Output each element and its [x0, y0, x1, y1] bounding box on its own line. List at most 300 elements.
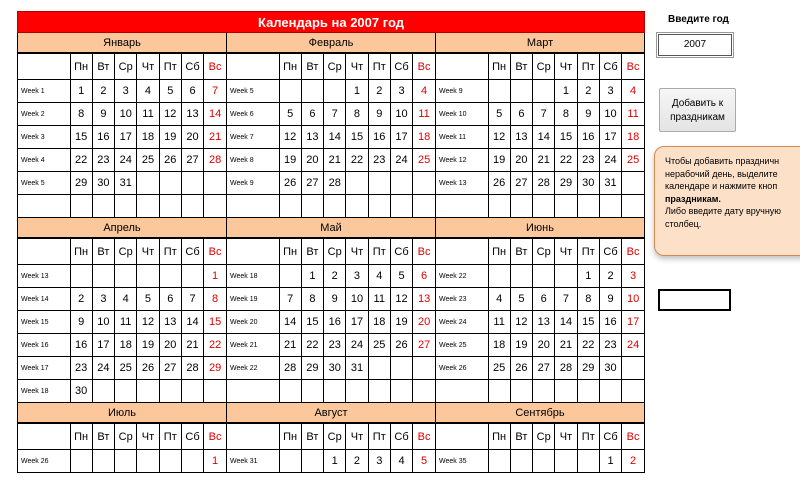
day-cell[interactable]: 24	[346, 334, 368, 357]
day-cell[interactable]: 10	[622, 288, 644, 311]
day-cell[interactable]	[279, 265, 301, 288]
day-cell[interactable]: 10	[115, 103, 137, 126]
day-cell[interactable]	[92, 450, 114, 473]
day-cell[interactable]: 4	[488, 288, 510, 311]
day-cell[interactable]: 21	[204, 126, 226, 149]
day-cell[interactable]: 5	[510, 288, 532, 311]
day-cell[interactable]: 28	[324, 172, 346, 195]
day-cell[interactable]	[159, 380, 181, 403]
day-cell[interactable]: 5	[390, 265, 412, 288]
day-cell[interactable]: 20	[510, 149, 532, 172]
day-cell[interactable]	[137, 172, 159, 195]
day-cell[interactable]: 3	[622, 265, 644, 288]
day-cell[interactable]: 16	[324, 311, 346, 334]
day-cell[interactable]	[279, 80, 301, 103]
day-cell[interactable]: 29	[555, 172, 577, 195]
day-cell[interactable]	[533, 195, 555, 218]
day-cell[interactable]: 10	[390, 103, 412, 126]
day-cell[interactable]	[488, 450, 510, 473]
day-cell[interactable]: 27	[181, 149, 203, 172]
day-cell[interactable]: 13	[533, 311, 555, 334]
day-cell[interactable]: 3	[599, 80, 621, 103]
day-cell[interactable]: 14	[204, 103, 226, 126]
day-cell[interactable]	[346, 172, 368, 195]
day-cell[interactable]	[137, 265, 159, 288]
day-cell[interactable]: 4	[413, 80, 435, 103]
day-cell[interactable]: 3	[346, 265, 368, 288]
day-cell[interactable]: 29	[301, 357, 323, 380]
day-cell[interactable]: 5	[413, 450, 435, 473]
day-cell[interactable]: 21	[279, 334, 301, 357]
day-cell[interactable]: 11	[368, 288, 390, 311]
day-cell[interactable]: 3	[92, 288, 114, 311]
day-cell[interactable]: 8	[346, 103, 368, 126]
day-cell[interactable]: 18	[137, 126, 159, 149]
day-cell[interactable]	[204, 172, 226, 195]
day-cell[interactable]: 27	[413, 334, 435, 357]
day-cell[interactable]: 24	[390, 149, 412, 172]
day-cell[interactable]	[622, 172, 644, 195]
month-block	[436, 218, 645, 403]
weekday-header: Пт	[368, 239, 390, 265]
day-cell[interactable]: 7	[324, 103, 346, 126]
day-cell[interactable]	[301, 195, 323, 218]
day-cell[interactable]: 2	[70, 288, 92, 311]
day-cell[interactable]: 18	[622, 126, 644, 149]
day-cell[interactable]	[533, 450, 555, 473]
day-cell[interactable]: 23	[577, 149, 599, 172]
day-cell[interactable]: 14	[181, 311, 203, 334]
day-cell[interactable]	[368, 195, 390, 218]
day-cell[interactable]: 23	[599, 334, 621, 357]
day-cell[interactable]: 31	[115, 172, 137, 195]
day-cell[interactable]: 22	[555, 149, 577, 172]
day-cell[interactable]: 12	[390, 288, 412, 311]
day-cell[interactable]: 14	[324, 126, 346, 149]
day-cell[interactable]: 25	[622, 149, 644, 172]
day-cell[interactable]: 10	[92, 311, 114, 334]
day-cell[interactable]	[70, 195, 92, 218]
day-cell[interactable]	[622, 195, 644, 218]
day-cell[interactable]: 29	[70, 172, 92, 195]
day-cell[interactable]: 20	[181, 126, 203, 149]
day-cell[interactable]: 19	[390, 311, 412, 334]
day-cell[interactable]: 16	[70, 334, 92, 357]
day-cell[interactable]: 30	[324, 357, 346, 380]
day-cell[interactable]: 12	[510, 311, 532, 334]
day-cell[interactable]: 30	[599, 357, 621, 380]
day-cell[interactable]	[181, 172, 203, 195]
day-cell[interactable]: 2	[599, 265, 621, 288]
day-cell[interactable]	[510, 265, 532, 288]
day-cell[interactable]: 6	[181, 80, 203, 103]
day-cell[interactable]: 17	[346, 311, 368, 334]
day-cell[interactable]: 27	[510, 172, 532, 195]
day-cell[interactable]: 27	[301, 172, 323, 195]
day-cell[interactable]: 1	[70, 80, 92, 103]
day-cell[interactable]: 8	[555, 103, 577, 126]
day-cell[interactable]: 26	[137, 357, 159, 380]
day-cell[interactable]: 11	[622, 103, 644, 126]
day-cell[interactable]: 15	[70, 126, 92, 149]
day-cell[interactable]: 9	[324, 288, 346, 311]
day-cell[interactable]: 1	[204, 450, 226, 473]
day-cell[interactable]	[324, 195, 346, 218]
day-cell[interactable]: 6	[301, 103, 323, 126]
day-cell[interactable]	[390, 357, 412, 380]
day-cell[interactable]	[204, 380, 226, 403]
day-cell[interactable]	[137, 380, 159, 403]
day-cell[interactable]	[368, 380, 390, 403]
day-cell[interactable]	[279, 380, 301, 403]
week-row	[227, 334, 435, 357]
day-cell[interactable]: 9	[70, 311, 92, 334]
day-cell[interactable]	[390, 172, 412, 195]
day-cell[interactable]: 4	[390, 450, 412, 473]
day-cell[interactable]	[390, 380, 412, 403]
day-cell[interactable]: 7	[555, 288, 577, 311]
day-cell[interactable]	[92, 380, 114, 403]
day-cell[interactable]	[577, 450, 599, 473]
weekday-header-row	[227, 54, 435, 80]
day-cell[interactable]	[346, 195, 368, 218]
day-cell[interactable]	[555, 265, 577, 288]
day-cell[interactable]: 12	[137, 311, 159, 334]
week-label: Week 19	[227, 288, 279, 311]
day-cell[interactable]	[413, 195, 435, 218]
day-cell[interactable]	[70, 450, 92, 473]
day-cell[interactable]	[413, 172, 435, 195]
day-cell[interactable]: 19	[279, 149, 301, 172]
day-cell[interactable]	[510, 380, 532, 403]
week-label: Week 24	[436, 311, 488, 334]
day-cell[interactable]: 22	[346, 149, 368, 172]
day-cell[interactable]: 19	[510, 334, 532, 357]
day-cell[interactable]	[413, 380, 435, 403]
day-cell[interactable]: 15	[555, 126, 577, 149]
day-cell[interactable]: 22	[577, 334, 599, 357]
week-label: Week 9	[436, 80, 488, 103]
day-cell[interactable]: 30	[70, 380, 92, 403]
day-cell[interactable]: 28	[204, 149, 226, 172]
day-cell[interactable]	[577, 380, 599, 403]
day-cell[interactable]	[115, 195, 137, 218]
day-cell[interactable]: 31	[346, 357, 368, 380]
day-cell[interactable]: 14	[533, 126, 555, 149]
day-cell[interactable]: 6	[159, 288, 181, 311]
day-cell[interactable]: 14	[555, 311, 577, 334]
day-cell[interactable]: 1	[346, 80, 368, 103]
add-to-holidays-button[interactable]	[659, 88, 736, 132]
day-cell[interactable]: 16	[599, 311, 621, 334]
day-cell[interactable]: 30	[577, 172, 599, 195]
day-cell[interactable]: 28	[555, 357, 577, 380]
day-cell[interactable]: 31	[599, 172, 621, 195]
day-cell[interactable]: 10	[599, 103, 621, 126]
day-cell[interactable]	[159, 450, 181, 473]
week-label: Week 35	[436, 450, 488, 473]
day-cell[interactable]: 6	[533, 288, 555, 311]
weekday-header: Пн	[279, 239, 301, 265]
day-cell[interactable]	[181, 195, 203, 218]
day-cell[interactable]: 1	[599, 450, 621, 473]
day-cell[interactable]: 2	[622, 450, 644, 473]
day-cell[interactable]	[159, 195, 181, 218]
day-cell[interactable]	[510, 450, 532, 473]
day-cell[interactable]: 13	[181, 103, 203, 126]
day-cell[interactable]: 26	[510, 357, 532, 380]
day-cell[interactable]: 14	[279, 311, 301, 334]
day-cell[interactable]	[301, 80, 323, 103]
day-cell[interactable]	[555, 380, 577, 403]
day-cell[interactable]: 24	[622, 334, 644, 357]
day-cell[interactable]	[510, 195, 532, 218]
day-cell[interactable]: 13	[159, 311, 181, 334]
day-cell[interactable]: 3	[115, 80, 137, 103]
day-cell[interactable]: 5	[488, 103, 510, 126]
day-cell[interactable]: 17	[599, 126, 621, 149]
day-cell[interactable]: 13	[301, 126, 323, 149]
selected-empty-cell[interactable]	[658, 289, 731, 311]
day-cell[interactable]	[115, 265, 137, 288]
day-cell[interactable]: 22	[70, 149, 92, 172]
day-cell[interactable]	[137, 195, 159, 218]
week-label: Week 8	[227, 149, 279, 172]
day-cell[interactable]	[413, 357, 435, 380]
day-cell[interactable]	[279, 195, 301, 218]
day-cell[interactable]: 5	[137, 288, 159, 311]
day-cell[interactable]: 7	[204, 80, 226, 103]
day-cell[interactable]: 26	[488, 172, 510, 195]
day-cell[interactable]: 22	[204, 334, 226, 357]
day-cell[interactable]: 12	[159, 103, 181, 126]
weekday-header: Ср	[115, 424, 137, 450]
day-cell[interactable]: 12	[279, 126, 301, 149]
year-input[interactable]: 2007	[658, 34, 732, 56]
day-cell[interactable]: 9	[599, 288, 621, 311]
day-cell[interactable]: 4	[368, 265, 390, 288]
day-cell[interactable]: 9	[368, 103, 390, 126]
day-cell[interactable]: 25	[368, 334, 390, 357]
day-cell[interactable]: 25	[137, 149, 159, 172]
day-cell[interactable]	[324, 80, 346, 103]
day-cell[interactable]: 30	[92, 172, 114, 195]
day-cell[interactable]: 9	[92, 103, 114, 126]
day-cell[interactable]	[301, 380, 323, 403]
day-cell[interactable]	[555, 450, 577, 473]
day-cell[interactable]: 20	[413, 311, 435, 334]
day-cell[interactable]: 15	[577, 311, 599, 334]
day-cell[interactable]	[533, 265, 555, 288]
day-cell[interactable]	[181, 380, 203, 403]
day-cell[interactable]: 20	[533, 334, 555, 357]
day-cell[interactable]: 3	[390, 80, 412, 103]
note-line6: столбец.	[665, 218, 702, 229]
day-cell[interactable]: 17	[622, 311, 644, 334]
day-cell[interactable]: 19	[488, 149, 510, 172]
day-cell[interactable]: 4	[137, 80, 159, 103]
day-cell[interactable]: 11	[413, 103, 435, 126]
day-cell[interactable]: 24	[599, 149, 621, 172]
day-cell[interactable]	[488, 265, 510, 288]
day-cell[interactable]	[599, 380, 621, 403]
day-cell[interactable]: 21	[555, 334, 577, 357]
weekday-header: Сб	[181, 424, 203, 450]
day-cell[interactable]: 8	[577, 288, 599, 311]
day-cell[interactable]: 1	[301, 265, 323, 288]
day-cell[interactable]: 3	[368, 450, 390, 473]
day-cell[interactable]: 19	[137, 334, 159, 357]
day-cell[interactable]: 2	[577, 80, 599, 103]
day-cell[interactable]	[368, 357, 390, 380]
day-cell[interactable]: 18	[413, 126, 435, 149]
day-cell[interactable]: 11	[137, 103, 159, 126]
week-label: Week 5	[18, 172, 70, 195]
week-row	[436, 103, 644, 126]
day-cell[interactable]	[555, 195, 577, 218]
day-cell[interactable]: 17	[390, 126, 412, 149]
day-cell[interactable]: 22	[301, 334, 323, 357]
day-cell[interactable]: 16	[577, 126, 599, 149]
day-cell[interactable]: 13	[413, 288, 435, 311]
day-cell[interactable]: 21	[533, 149, 555, 172]
day-cell[interactable]	[622, 380, 644, 403]
day-cell[interactable]: 25	[115, 357, 137, 380]
day-cell[interactable]	[510, 80, 532, 103]
day-cell[interactable]: 2	[92, 80, 114, 103]
day-cell[interactable]	[533, 380, 555, 403]
day-cell[interactable]	[70, 265, 92, 288]
day-cell[interactable]: 16	[368, 126, 390, 149]
day-cell[interactable]	[115, 380, 137, 403]
day-cell[interactable]: 26	[279, 172, 301, 195]
day-cell[interactable]: 26	[159, 149, 181, 172]
day-cell[interactable]: 13	[510, 126, 532, 149]
day-cell[interactable]: 16	[92, 126, 114, 149]
day-cell[interactable]: 18	[368, 311, 390, 334]
day-cell[interactable]: 5	[159, 80, 181, 103]
day-cell[interactable]: 2	[368, 80, 390, 103]
day-cell[interactable]	[368, 172, 390, 195]
day-cell[interactable]	[204, 195, 226, 218]
day-cell[interactable]: 20	[159, 334, 181, 357]
corner-cell	[436, 424, 488, 450]
week-label: Week 3	[18, 126, 70, 149]
day-cell[interactable]: 11	[488, 311, 510, 334]
day-cell[interactable]: 28	[181, 357, 203, 380]
day-cell[interactable]	[279, 450, 301, 473]
day-cell[interactable]	[599, 195, 621, 218]
day-cell[interactable]: 12	[488, 126, 510, 149]
day-cell[interactable]	[159, 172, 181, 195]
day-cell[interactable]: 7	[181, 288, 203, 311]
day-cell[interactable]: 17	[92, 334, 114, 357]
day-cell[interactable]	[181, 265, 203, 288]
day-cell[interactable]: 24	[115, 149, 137, 172]
day-cell[interactable]: 23	[324, 334, 346, 357]
day-cell[interactable]: 7	[533, 103, 555, 126]
instructions-note	[654, 146, 800, 256]
week-label: Week 25	[436, 334, 488, 357]
day-cell[interactable]	[622, 357, 644, 380]
months-grid	[17, 33, 645, 473]
day-cell[interactable]: 27	[159, 357, 181, 380]
day-cell[interactable]: 15	[301, 311, 323, 334]
day-cell[interactable]: 7	[279, 288, 301, 311]
day-cell[interactable]: 24	[92, 357, 114, 380]
day-cell[interactable]: 8	[301, 288, 323, 311]
day-cell[interactable]: 9	[577, 103, 599, 126]
day-cell[interactable]: 27	[533, 357, 555, 380]
day-cell[interactable]: 1	[577, 265, 599, 288]
day-cell[interactable]: 23	[92, 149, 114, 172]
day-cell[interactable]	[92, 195, 114, 218]
day-cell[interactable]	[301, 450, 323, 473]
day-cell[interactable]	[92, 265, 114, 288]
day-cell[interactable]: 18	[115, 334, 137, 357]
day-cell[interactable]	[488, 380, 510, 403]
day-cell[interactable]	[577, 195, 599, 218]
day-cell[interactable]: 4	[622, 80, 644, 103]
day-cell[interactable]: 1	[324, 450, 346, 473]
day-cell[interactable]: 28	[279, 357, 301, 380]
day-cell[interactable]	[488, 80, 510, 103]
day-cell[interactable]: 8	[70, 103, 92, 126]
day-cell[interactable]	[324, 380, 346, 403]
weekday-header: Ср	[533, 54, 555, 80]
month-name: Июнь	[436, 218, 644, 238]
day-cell[interactable]: 23	[70, 357, 92, 380]
week-label: Week 18	[18, 380, 70, 403]
day-cell[interactable]	[181, 450, 203, 473]
day-cell[interactable]: 25	[488, 357, 510, 380]
day-cell[interactable]: 20	[301, 149, 323, 172]
day-cell[interactable]: 17	[115, 126, 137, 149]
day-cell[interactable]: 15	[204, 311, 226, 334]
day-cell[interactable]	[137, 450, 159, 473]
day-cell[interactable]: 15	[346, 126, 368, 149]
day-cell[interactable]: 8	[204, 288, 226, 311]
day-cell[interactable]: 26	[390, 334, 412, 357]
day-cell[interactable]: 5	[279, 103, 301, 126]
day-cell[interactable]: 21	[324, 149, 346, 172]
day-cell[interactable]: 23	[368, 149, 390, 172]
day-cell[interactable]	[159, 265, 181, 288]
day-cell[interactable]: 19	[159, 126, 181, 149]
day-cell[interactable]: 29	[577, 357, 599, 380]
day-cell[interactable]: 1	[204, 265, 226, 288]
day-cell[interactable]	[115, 450, 137, 473]
day-cell[interactable]: 1	[555, 80, 577, 103]
day-cell[interactable]: 4	[115, 288, 137, 311]
day-cell[interactable]: 6	[510, 103, 532, 126]
day-cell[interactable]: 11	[115, 311, 137, 334]
day-cell[interactable]	[533, 80, 555, 103]
day-cell[interactable]: 10	[346, 288, 368, 311]
day-cell[interactable]: 2	[346, 450, 368, 473]
day-cell[interactable]: 29	[204, 357, 226, 380]
day-cell[interactable]: 2	[324, 265, 346, 288]
year-label: Введите год	[668, 14, 729, 25]
day-cell[interactable]: 25	[413, 149, 435, 172]
day-cell[interactable]: 28	[533, 172, 555, 195]
day-cell[interactable]	[346, 380, 368, 403]
day-cell[interactable]: 6	[413, 265, 435, 288]
day-cell[interactable]: 21	[181, 334, 203, 357]
day-cell[interactable]	[390, 195, 412, 218]
day-cell[interactable]	[488, 195, 510, 218]
day-cell[interactable]: 18	[488, 334, 510, 357]
